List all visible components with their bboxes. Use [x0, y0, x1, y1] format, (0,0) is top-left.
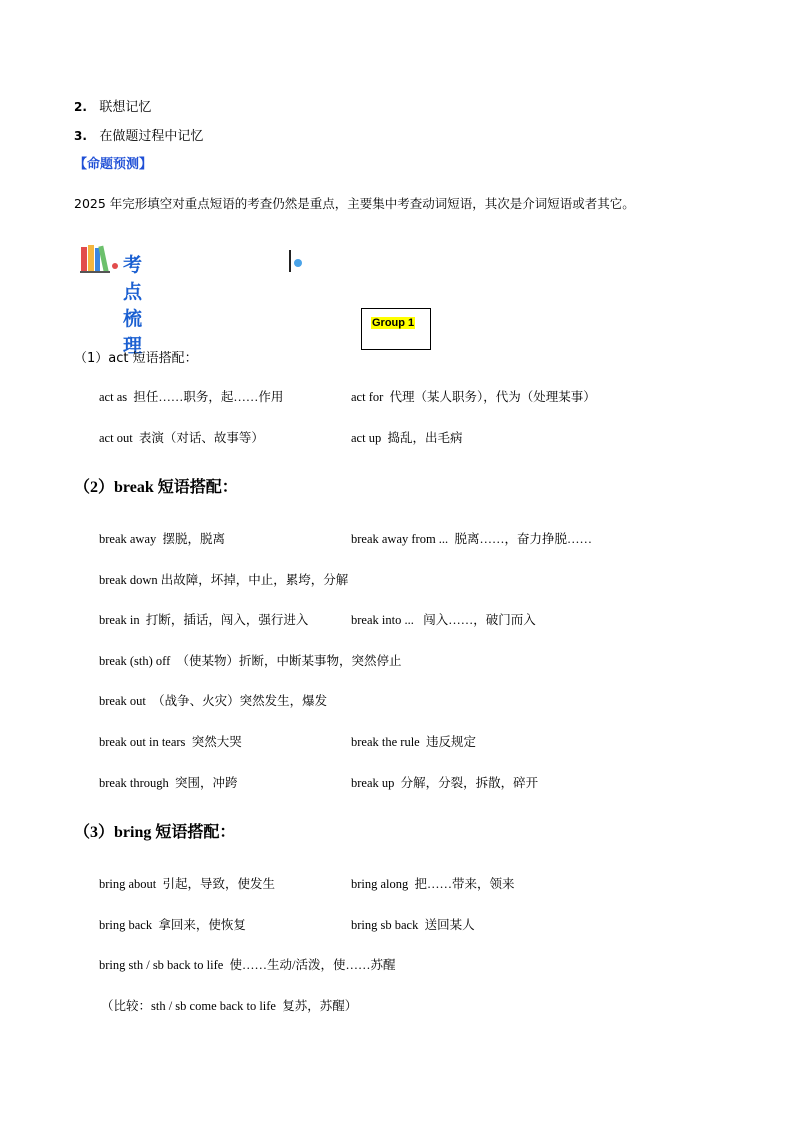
group-box — [361, 308, 431, 350]
phrase-item: bring along 把……带来，领来 — [351, 877, 515, 891]
phrase-item: break (sth) off （使某物）折断，中断某事物，突然停止 — [99, 654, 402, 668]
phrase-item: break up 分解，分裂，拆散，碎开 — [351, 776, 539, 790]
phrase-item: break through 突围，冲跨 — [99, 776, 238, 790]
phrase-item: break out （战争、火灾）突然发生，爆发 — [99, 694, 328, 708]
phrase-item: break the rule 违反规定 — [351, 735, 476, 749]
phrase-item: break away 摆脱，脱离 — [99, 532, 226, 546]
list-item: 2. 联想记忆 — [74, 100, 152, 115]
phrase-item: act out 表演（对话、故事等） — [99, 431, 264, 445]
phrase-item: break out in tears 突然大哭 — [99, 735, 242, 749]
prediction-heading: 【命题预测】 — [74, 157, 153, 172]
prediction-text: 2025 年完形填空对重点短语的考查仍然是重点，主要集中考查动词短语，其次是介词短语或者其它。 — [74, 196, 635, 211]
phrase-item: act up 捣乱，出毛病 — [351, 431, 463, 445]
group-label: Group 1 — [372, 317, 415, 329]
phrase-item: act as 担任……职务，起……作用 — [99, 390, 284, 404]
decor-dot — [294, 259, 302, 267]
phrase-item: （比较：sth / sb come back to life 复苏，苏醒） — [101, 999, 358, 1013]
section-heading-bring: （3）bring 短语搭配： — [74, 824, 236, 841]
phrase-item: act for 代理（某人职务），代为（处理某事） — [351, 390, 596, 404]
section-banner-title: 考点梳理 — [123, 254, 144, 357]
phrase-item: bring about 引起，导致，使发生 — [99, 877, 276, 891]
phrase-item: bring sth / sb back to life 使……生动/活泼，使……苏醒 — [99, 958, 396, 972]
phrase-item: bring sb back 送回某人 — [351, 918, 475, 932]
text-cursor — [289, 250, 291, 272]
phrase-item: break in 打断，插话，闯入，强行进入 — [99, 613, 309, 627]
section-heading-act: （1）act 短语搭配： — [74, 351, 198, 366]
section-heading-break: （2）break 短语搭配： — [74, 479, 238, 496]
list-item: 3. 在做题过程中记忆 — [74, 129, 204, 144]
books-icon — [80, 244, 120, 274]
phrase-item: break down 出故障，坏掉，中止，累垮，分解 — [99, 573, 349, 587]
phrase-item: bring back 拿回来，使恢复 — [99, 918, 246, 932]
phrase-item: break into ... 闯入……，破门而入 — [351, 613, 536, 627]
phrase-item: break away from ... 脱离……，奋力挣脱…… — [351, 532, 592, 546]
